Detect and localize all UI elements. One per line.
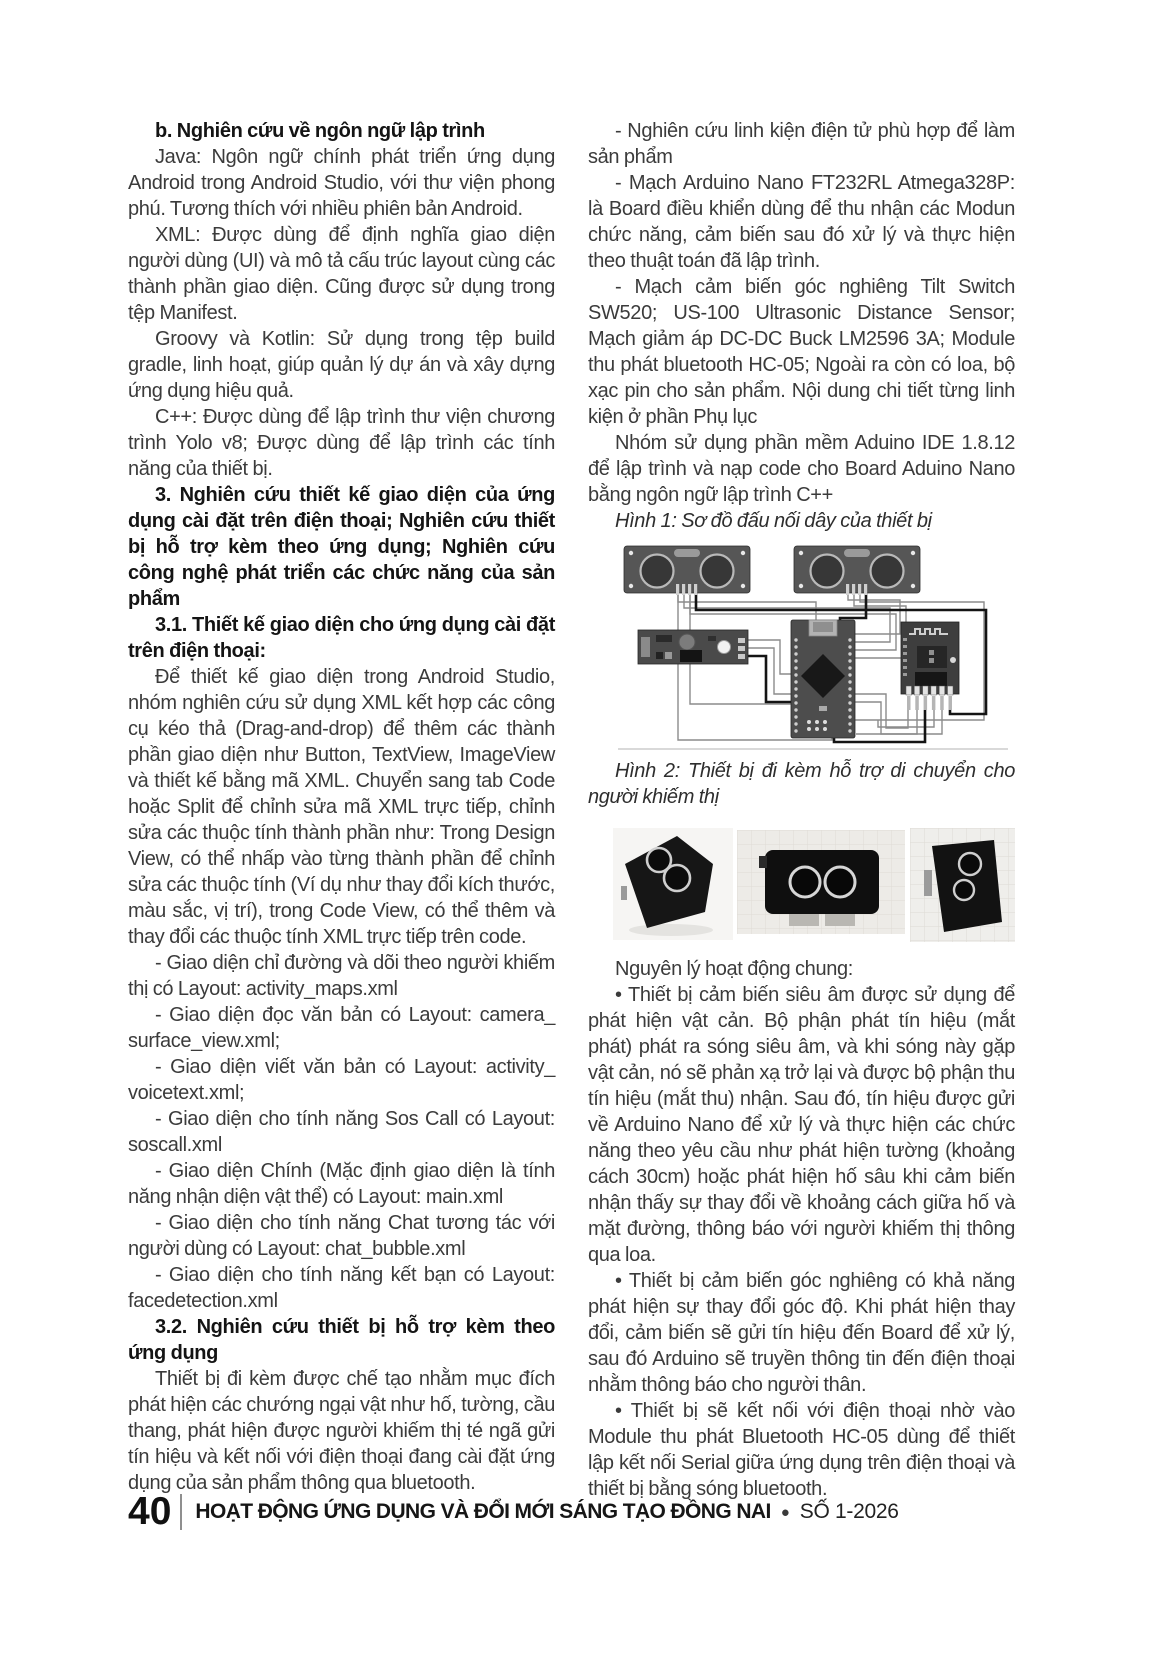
list-item-layout-maps: - Giao diện chỉ đường và dõi theo người khiếm thị có Layout: activity_maps.xml: [128, 952, 555, 1000]
section-heading-3-2: 3.2. Nghiên cứu thiết bị hỗ trợ kèm theo ứng dụng: [128, 1316, 555, 1364]
right-column: [588, 118, 1015, 1502]
journal-title: HOẠT ĐỘNG ỨNG DỤNG VÀ ĐỔI MỚI SÁNG TẠO ĐỒNG NAI: [195, 1500, 771, 1523]
list-item-arduino-nano: - Mạch Arduino Nano FT232RL Atmega328P: là Board điều khiển dùng để thu nhận các Modun chức năng, cảm biến sau đó xử lý và thực hiện theo thuật toán đã lập trình.: [588, 172, 1015, 272]
paragraph-cpp: C++: Được dùng để lập trình thư viện chương trình Yolo v8; Được dùng để lập trình các tính năng của thiết bị.: [128, 406, 555, 480]
paragraph-arduino-ide: Nhóm sử dụng phần mềm Aduino IDE 1.8.12 để lập trình và nạp code cho Board Aduino Nano bằng ngôn ngữ lập trình C++: [588, 432, 1015, 506]
list-item-layout-voicetext: - Giao diện viết văn bản có Layout: activity_ voicetext.xml;: [128, 1056, 555, 1104]
list-item-layout-chat: - Giao diện cho tính năng Chat tương tác với người dùng có Layout: chat_bubble.xml: [128, 1212, 555, 1260]
ultrasonic-sensor-right-icon: [794, 546, 920, 595]
left-column: [128, 118, 555, 1496]
paragraph-ui-design: Để thiết kế giao diện trong Android Studio, nhóm nghiên cứu sử dụng XML kết hợp các công cụ kéo thả (Drag-and-drop) để thêm các thành phần giao diện như Button, TextView, ImageView và thiết kế bằng mã XML. Chuyển sang tab Code hoặc Split để chỉnh sửa mã XML trực tiếp, chỉnh sửa các thuộc tính thành phần như: Trong Design View, có thể nhấp vào từng thành phần để chỉnh sửa các thuộc tính (Ví dụ như thay đổi kích thước, màu sắc, vị trí), trong Code View, có thể thêm và thay đổi các thuộc tính XML trực tiếp trên code.: [128, 666, 555, 948]
list-item-layout-camera: - Giao diện đọc văn bản có Layout: camera_ surface_view.xml;: [128, 1004, 555, 1052]
figure-1-caption: Hình 1: Sơ đồ đấu nối dây của thiết bị: [615, 510, 932, 532]
paragraph-java: Java: Ngôn ngữ chính phát triển ứng dụng Android trong Android Studio, với thư viện phong phú. Tương thích với nhiều phiên bản Android.: [128, 146, 555, 220]
page-number: 40: [128, 1490, 172, 1533]
device-front-view: [737, 830, 905, 934]
arduino-nano-board-icon: [791, 620, 855, 738]
bullet-bluetooth-principle: • Thiết bị sẽ kết nối với điện thoại nhờ vào Module thu phát Bluetooth HC-05 dùng để thiết lập kết nối Serial giữa ứng dụng trên điện thoại và thiết bị bằng sóng bluetooth.: [588, 1400, 1015, 1500]
paragraph-operating-principle-title: Nguyên lý hoạt động chung:: [615, 958, 853, 980]
list-item-components: - Nghiên cứu linh kiện điện tử phù hợp để làm sản phẩm: [588, 120, 1015, 168]
issue-label: SỐ 1-2026: [799, 1500, 899, 1523]
paragraph-groovy-kotlin: Groovy và Kotlin: Sử dụng trong tệp build gradle, linh hoạt, giúp quản lý dự án và xây dựng ứng dụng hiệu quả.: [128, 328, 555, 402]
list-item-layout-soscall: - Giao diện cho tính năng Sos Call có Layout: soscall.xml: [128, 1108, 555, 1156]
ultrasonic-sensor-left-icon: [624, 546, 750, 595]
bluetooth-hc05-module-icon: [901, 622, 959, 710]
section-heading-b: b. Nghiên cứu về ngôn ngữ lập trình: [155, 120, 485, 142]
tilt-sensor-module-icon: [638, 630, 748, 664]
footer-divider: [180, 1494, 182, 1530]
list-item-sensors: - Mạch cảm biến góc nghiêng Tilt Switch SW520; US-100 Ultrasonic Distance Sensor; Mạch giảm áp DC-DC Buck LM2596 3A; Module thu phát bluetooth HC-05; Ngoài ra còn có loa, bộ xạc pin cho sản phẩm. Nội dung chi tiết từng linh kiện ở phần Phụ lục: [588, 276, 1015, 428]
paragraph-device-purpose: Thiết bị đi kèm được chế tạo nhằm mục đích phát hiện các chướng ngại vật như hố, tường, cầu thang, phát hiện được người khiếm thị té ngã gửi tín hiệu và kết nối với điện thoại đang cài đặt ứng dụng của sản phẩm thông qua bluetooth.: [128, 1368, 555, 1494]
list-item-layout-facedetection: - Giao diện cho tính năng kết bạn có Layout: facedetection.xml: [128, 1264, 555, 1312]
device-angled-view: [613, 828, 733, 940]
figure-1-wiring-diagram: [588, 544, 1015, 752]
paragraph-xml: XML: Được dùng để định nghĩa giao diện người dùng (UI) và mô tả cấu trúc layout cùng các thành phần giao diện. Cũng được sử dụng trong tệp Manifest.: [128, 224, 555, 324]
footer-bullet-icon: ●: [780, 1503, 790, 1521]
section-heading-3: 3. Nghiên cứu thiết kế giao diện của ứng dụng cài đặt trên điện thoại; Nghiên cứu thiết bị hỗ trợ kèm theo ứng dụng; Nghiên cứu công nghệ phát triển các chức năng của sản phẩm: [128, 484, 555, 610]
device-side-view: [910, 828, 1015, 942]
figure-2-device-photos: [588, 824, 1015, 946]
section-heading-3-1: 3.1. Thiết kế giao diện cho ứng dụng cài đặt trên điện thoại:: [128, 614, 555, 662]
page-footer: [128, 1490, 1028, 1534]
figure-2-caption: Hình 2: Thiết bị đi kèm hỗ trợ di chuyển cho người khiếm thị: [588, 760, 1015, 808]
bullet-tilt-principle: • Thiết bị cảm biến góc nghiêng có khả năng phát hiện sự thay đổi góc độ. Khi phát hiện thay đổi, cảm biến sẽ gửi tín hiệu đến Board để xử lý, sau đó Arduino sẽ truyền thông tin đến điện thoại nhằm thông báo cho người thân.: [588, 1270, 1015, 1396]
list-item-layout-main: - Giao diện Chính (Mặc định giao diện là tính năng nhận diện vật thể) có Layout: main.xml: [128, 1160, 555, 1208]
bullet-ultrasonic-principle: • Thiết bị cảm biến siêu âm được sử dụng để phát hiện vật cản. Bộ phận phát tín hiệu (mắt phát) phát ra sóng siêu âm, và khi sóng này gặp vật cản, nó sẽ phản xạ trở lại và được bộ phận thu tín hiệu (mắt thu) nhận. Sau đó, tín hiệu được gửi về Arduino Nano để xử lý và thực hiện các chức năng theo yêu cầu như phát hiện tường (khoảng cách 30cm) hoặc phát hiện hố sâu khi cảm biến nhận thấy sự thay đổi về khoảng cách giữa hố và mặt đường, thông báo với người khiếm thị thông qua loa.: [588, 984, 1015, 1266]
